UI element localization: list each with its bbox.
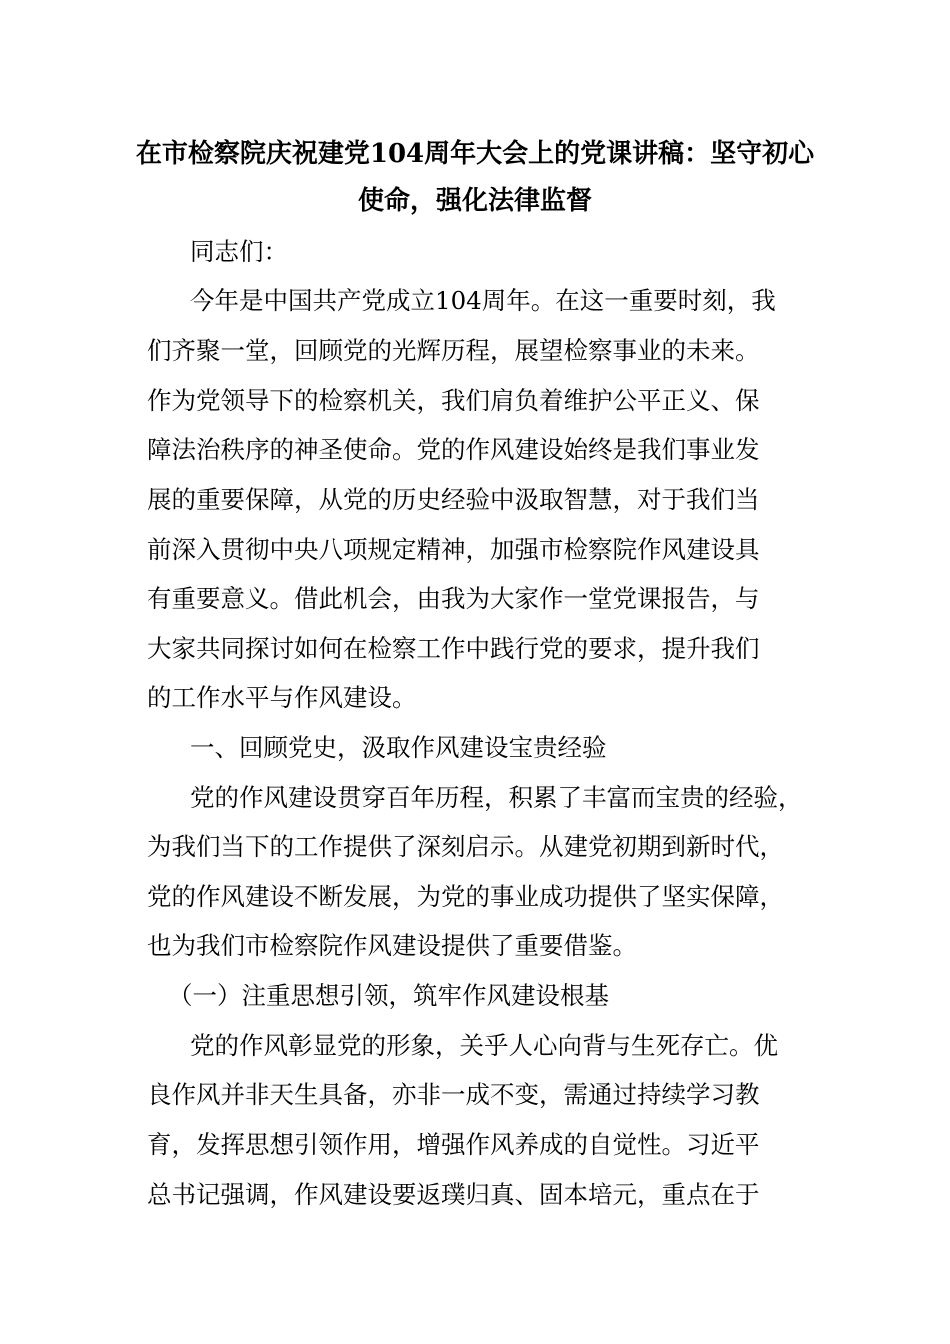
salutation: 同志们： (190, 237, 288, 266)
intro-line: 展的重要保障，从党的历史经验中汲取智慧，对于我们当 (147, 485, 760, 514)
section-line: 党的作风建设贯穿百年历程，积累了丰富而宝贵的经验， (190, 783, 803, 812)
section-heading: 一、回顾党史，汲取作风建设宝贵经验 (190, 733, 607, 762)
subsection-line: 育，发挥思想引领作用，增强作风养成的自觉性。习近平 (147, 1130, 760, 1159)
subsection-line: 总书记强调，作风建设要返璞归真、固本培元，重点在于 (147, 1180, 760, 1209)
section-line: 党的作风建设不断发展，为党的事业成功提供了坚实保障， (147, 882, 784, 911)
subsection-line: 党的作风彰显党的形象，关乎人心向背与生死存亡。优 (190, 1031, 778, 1060)
intro-line: 的工作水平与作风建设。 (147, 683, 417, 712)
intro-line: 前深入贯彻中央八项规定精神，加强市检察院作风建设具 (147, 535, 760, 564)
section-line: 也为我们市检察院作风建设提供了重要借鉴。 (147, 931, 637, 960)
subsection-heading: （一）注重思想引领，筑牢作风建设根基 (168, 981, 609, 1010)
intro-line: 大家共同探讨如何在检察工作中践行党的要求，提升我们 (147, 634, 760, 663)
intro-line: 今年是中国共产党成立104周年。在这一重要时刻，我 (190, 286, 776, 315)
section-line: 为我们当下的工作提供了深刻启示。从建党初期到新时代， (147, 832, 784, 861)
document-title-line-1: 在市检察院庆祝建党104周年大会上的党课讲稿：坚守初心 (135, 139, 815, 169)
intro-line: 障法治秩序的神圣使命。党的作风建设始终是我们事业发 (147, 435, 760, 464)
document-title-line-2: 使命，强化法律监督 (357, 186, 592, 216)
intro-line: 作为党领导下的检察机关，我们肩负着维护公平正义、保 (147, 386, 760, 415)
subsection-line: 良作风并非天生具备，亦非一成不变，需通过持续学习教 (147, 1080, 760, 1109)
intro-line: 有重要意义。借此机会，由我为大家作一堂党课报告，与 (147, 584, 760, 613)
intro-line: 们齐聚一堂，回顾党的光辉历程，展望检察事业的未来。 (147, 336, 760, 365)
